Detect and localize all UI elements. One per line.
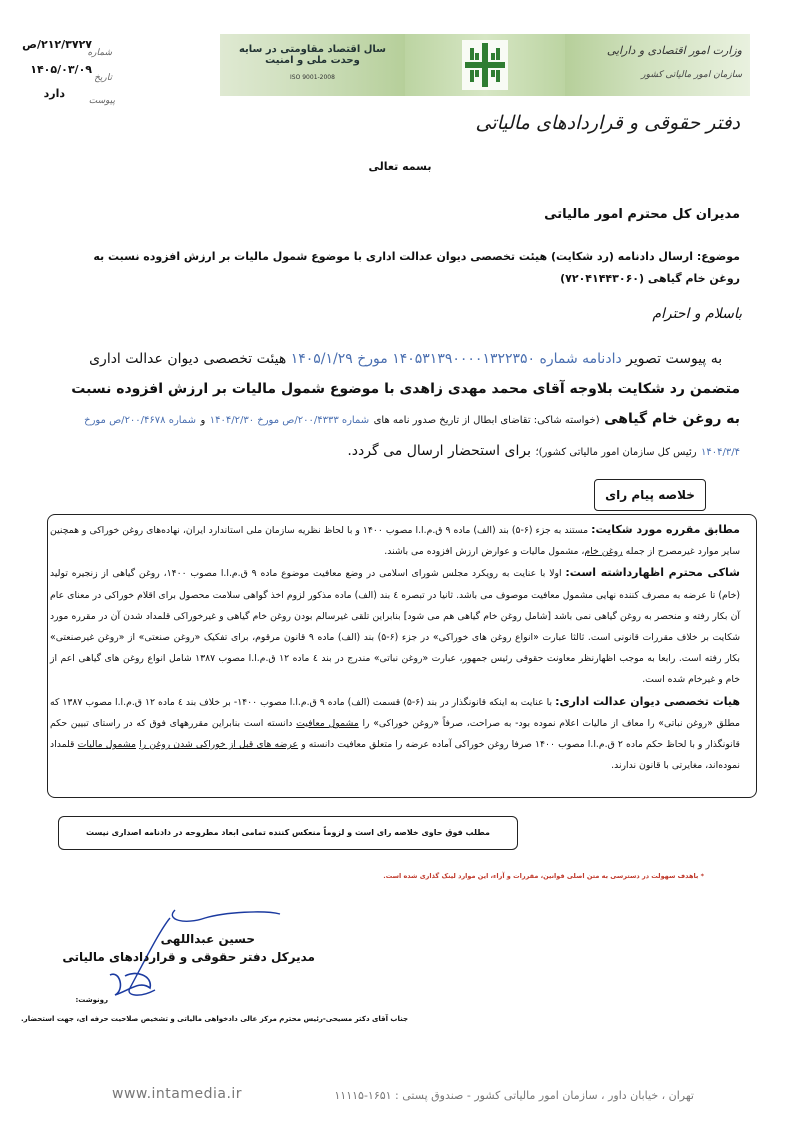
banner-right-panel (565, 34, 750, 96)
summary-court-underlined-1: مشمول معافیت (296, 717, 359, 729)
tax-organization-logo-icon (462, 40, 508, 90)
header-banner (220, 34, 750, 96)
body-bold-clause: متضمن رد شکایت بلاوجه آقای محمد مهدی زاهدی با موضوع شمول مالیات بر ارزش افزوده نسبت به روغن خام گیاهی (71, 381, 740, 427)
summary-heading-plaintiff: شاکی محترم اظهارداشته است: (565, 566, 740, 580)
summary-regulation-underlined: روغن خام (584, 546, 623, 558)
signatory-title: مدیرکل دفتر حقوقی و قراردادهای مالیاتی (62, 950, 315, 964)
link-notice: * باهدف سهولت در دسترسی به متن اصلی قوانین، مقررات و آراء، این موارد لینک گذاری شده است. (383, 872, 704, 880)
bismillah: بسمه تعالی (368, 160, 432, 173)
signatory-name: حسین عبداللهی (160, 932, 255, 946)
number-label: شماره (87, 48, 112, 58)
summary-regulation-end: ، مشمول مالیات و عوارض ارزش افزوده می باشند. (384, 546, 585, 558)
footer-address: تهران ، خیابان داور ، سازمان امور مالیاتی کشور - صندوق پستی : ۱۶۵۱-۱۱۱۱۵ (334, 1089, 694, 1102)
summary-heading-regulation: مطابق مقرره مورد شکایت: (591, 523, 740, 536)
summary-text (50, 519, 740, 776)
letter-date: ۱۴۰۵/۰۳/۰۹ (30, 63, 92, 76)
letter-link-2[interactable]: شماره ۲۰۰/۴۶۷۸/ص مورخ ۱۴۰۴/۳/۴ (84, 415, 740, 458)
summary-court-text: با عنایت به اینکه قانونگذار در بند (۶-۵) قسمت (الف) ماده ۹ ق.م.ا.ا مصوب ۱۴۰۰- بر خلاف بند ٤ ماده ١٢ ق.م.ا.ا مصوب ۱۳۸۷ که مطلق «روغن نباتی» را معاف از مالیات اعلام نموده بود- به صراحت، صرفاً «روغن خوراکی» را (50, 696, 740, 729)
body-claim-end: رئیس کل سازمان امور مالیاتی کشور)؛ (535, 447, 697, 458)
disclaimer-note: مطلب فوق حاوی خلاصه رای است و لزوماً منعکس کننده تمامی ابعاد مطروحه در دادنامه اصداری نیست (58, 816, 518, 850)
date-label: تاریخ (94, 73, 112, 83)
organization-name: سازمان امور مالیاتی کشور (641, 70, 742, 80)
body-claim: (خواسته شاکی: تقاضای ابطال از تاریخ صدور نامه های (373, 415, 600, 426)
verdict-link[interactable]: دادنامه شماره ۱۴۰۵۳۱۳۹۰۰۰۰۱۳۲۲۳۵۰ مورخ ۱۴۰۵/۱/۲۹ (290, 351, 622, 367)
iso-label: ISO 9001-2008 (290, 74, 335, 81)
summary-court-text-2: دانسته است بنابراین مقررههای فوق که در راستای تبیین حکم قانونگذار و با لحاظ حکم ماده ۲ ق.م.ا.ا مصوب ۱۴۰۰ صرفا روغن خوراکی آماده عرضه را متعلق معافیت دانسته و (50, 717, 740, 751)
summary-plaintiff-text: اولا با عنایت به رویکرد مجلس شورای اسلامی در وضع معافیت موضوع ماده ۹ ق.م.ا.ا مصوب ۱۴۰۰، روغن گیاهی از زنجیره تولید (خام) تا عرضه به مصرف کننده نهایی مشمول معافیت موصوف می باشد. ثانیا در تبصره ٤ بند (الف) ماده مذکور لزوم اخذ گواهی سلامت محصول برای اقلام خوراکی در معنای عام آن بکار رفته و منحصر به روغن گیاهی نمی باشد [شامل روغن خام گیاهی هم می شود] بنابراین تلقی غیرسالم بودن روغن خام گیاهی و غیرخوراکی قلمداد شدن آن در مقرره مورد شکایت بر خلاف مقررات قانونی است. ثالثا عبارت «انواع روغن های خوراکی» در جزء (۶-۵) بند (الف) ماده ۹ قانون مرقوم، برای تفکیک «روغن صنعتی» از «روغن غیرصنعتی» بکار رفته است. رابعا به موجب اظهارنظر معاونت حقوقی رئیس جمهور، عبارت «روغن نباتی» مندرج در بند ٤ ماده ١٢ ق.م.ا.ا مصوب ۱۳۸۷ شامل انواع روغن های گیاهی اعم از خام و غیرخام شده است. (50, 568, 740, 686)
subject: موضوع: ارسال دادنامه (رد شکایت) هیئت تخصصی دیوان عدالت اداری با موضوع شمول مالیات بر ارزش افزوده نسبت به روغن خام گیاهی (۷۲۰۴۱۴۴۳۰۶۰) (93, 250, 740, 285)
letter-link-1[interactable]: شماره ۲۰۰/۴۳۳۳/ص مورخ ۱۴۰۴/۲/۳۰ (209, 415, 370, 426)
banner-logo-panel (405, 34, 565, 96)
year-slogan: سال اقتصاد مقاومتی در سایه وحدت ملی و امنیت (238, 44, 387, 66)
body-closing: برای استحضار ارسال می گردد. (347, 443, 531, 459)
summary-court-end: قلمداد نموده‌اند، مغایرتی با قانون ندارند. (50, 739, 740, 772)
summary-court-underlined-3: مشمول مالیات (77, 739, 136, 751)
recipient: مدیران کل محترم امور مالیاتی (544, 207, 740, 222)
body-paragraph (58, 344, 740, 468)
cc-text: جناب آقای دکتر مسیحی-رئیس محترم مرکز عالی دادخواهی مالیاتی و تشخیص صلاحیت حرفه ای، جهت استحضار. (21, 1015, 408, 1023)
body-intro: به پیوست تصویر (626, 351, 723, 367)
office-title: دفتر حقوقی و قراردادهای مالیاتی (475, 112, 740, 134)
summary-regulation-text: مستند به جزء (۶-۵) بند (الف) ماده ۹ ق.م.ا.ا مصوب ۱۴۰۰ و با لحاظ نظریه سازمان ملی استاندارد ایران، نهاده‌های روغن خوراکی و همچنین سایر موارد غیرمصرح از جمله (50, 525, 740, 558)
summary-court-underlined-2: عرضه های قبل از خوراکی شدن روغن را (139, 739, 299, 751)
summary-tab: خلاصه پیام رای (594, 479, 706, 511)
letter-number: ۲۱۲/۳۷۲۷/ص (22, 38, 92, 51)
greeting: باسلام و احترام (652, 306, 742, 322)
attachment-label: پیوست (88, 96, 115, 106)
cc-label: رونوشت: (75, 996, 108, 1004)
banner-left-panel (220, 34, 405, 96)
ministry-name: وزارت امور اقتصادی و دارایی (606, 44, 742, 57)
summary-heading-court: هیات تخصصی دیوان عدالت اداری: (555, 694, 741, 708)
body-court: هیئت تخصصی دیوان عدالت اداری (89, 351, 287, 367)
footer-website[interactable]: www.intamedia.ir (112, 1086, 243, 1102)
attachment-value: دارد (43, 87, 65, 100)
body-and: و (200, 415, 206, 426)
